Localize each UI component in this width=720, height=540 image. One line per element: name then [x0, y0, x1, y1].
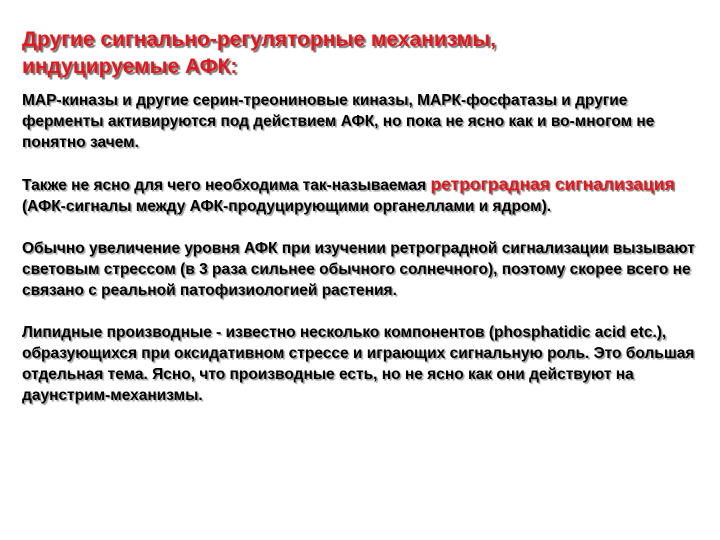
paragraph-lipid-derivatives: Липидные производные - известно несколько компонентов (phosphatidic acid etc.), образующихся при оксидативном стрессе и играющих сигнальную роль. Это большая отдельная тема. Ясно, что производные есть, но не ясно как они действуют на даунстрим-механизмы.	[22, 324, 695, 404]
paragraph-retrograde-signaling	[22, 174, 700, 217]
highlight-term: ретроградная сигнализация	[430, 174, 675, 194]
paragraph-map-kinases: МАР-киназы и другие серин-треониновые киназы, МАРК-фосфатазы и другие ферменты активируются под действием АФК, но пока не ясно как и во-многом не понятно зачем.	[22, 92, 655, 151]
slide-title	[22, 26, 702, 80]
paragraph-text: (АФК-сигналы между АФК-продуцирующими органеллами и ядром).	[22, 198, 552, 215]
paragraph-light-stress: Обычно увеличение уровня АФК при изучении ретроградной сигнализации вызывают световым стрессом (в 3 раза сильнее обычного солнечного), поэтому скорее всего не связано с реальной патофизиологией растения.	[22, 240, 695, 299]
title-line-1: Другие сигнально-регуляторные механизмы,	[22, 28, 496, 51]
paragraph-text: Также не ясно для чего необходима так-называемая	[22, 177, 431, 194]
slide-body	[22, 90, 700, 427]
title-line-2: индуцируемые АФК:	[22, 55, 238, 78]
